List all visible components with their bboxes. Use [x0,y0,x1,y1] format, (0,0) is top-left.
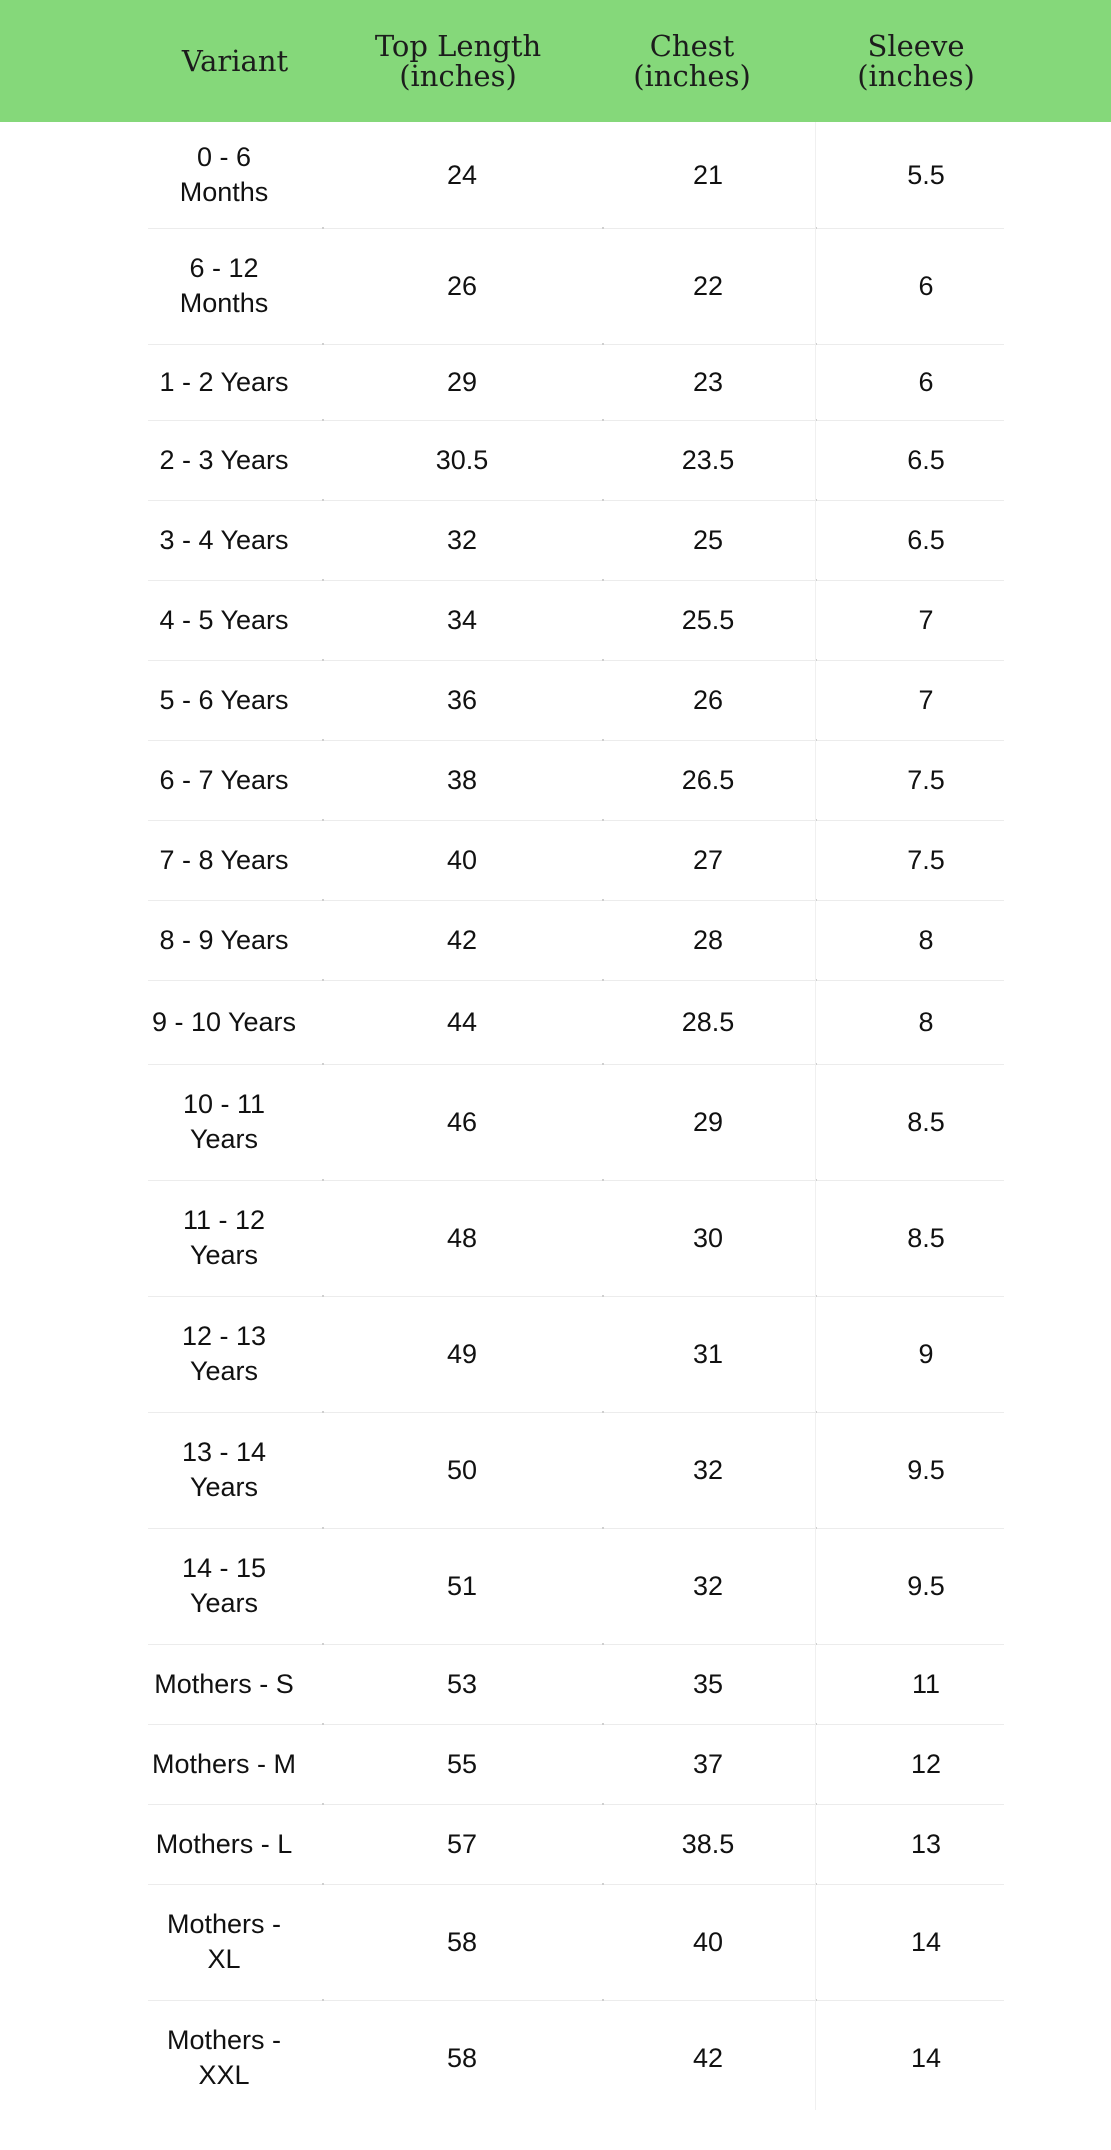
grid-dot [602,1527,604,1529]
chest-cell: 28.5 [681,1006,735,1037]
top-length-cell: 34 [446,604,478,635]
table-row [0,420,1111,500]
top-length-cell: 58 [446,1926,478,1957]
sleeve-cell: 8.5 [907,1106,945,1137]
grid-dot [602,499,604,501]
sleeve-cell: 7 [918,684,934,715]
row-divider [148,740,1004,741]
grid-dot [322,1179,324,1181]
top-length-cell: 29 [446,366,478,397]
row-divider [148,1180,1004,1181]
top-length-cell: 53 [446,1668,478,1699]
sleeve-cell: 9.5 [907,1570,945,1601]
sleeve-cell: 14 [910,1926,942,1957]
grid-dot [602,979,604,981]
chest-cell: 35 [692,1668,724,1699]
row-divider [148,1296,1004,1297]
row-divider [148,820,1004,821]
grid-dot [322,1883,324,1885]
grid-dot [322,659,324,661]
row-divider [148,580,1004,581]
variant-cell: 11 - 12 Years [182,1205,266,1270]
variant-cell: 6 - 12 Months [179,253,269,318]
chest-cell: 26 [692,684,724,715]
grid-dot [322,819,324,821]
grid-dot [322,499,324,501]
grid-dot [322,1999,324,2001]
top-length-cell: 32 [446,524,478,555]
top-length-cell: 40 [446,844,478,875]
chest-cell: 23.5 [681,444,735,475]
top-length-cell: 51 [446,1570,478,1601]
row-divider [148,2000,1004,2001]
table-row [0,1884,1111,2000]
grid-dot [322,579,324,581]
variant-cell: 5 - 6 Years [159,684,289,715]
sleeve-cell: 8.5 [907,1222,945,1253]
sleeve-cell: 12 [910,1748,942,1779]
variant-cell: 8 - 9 Years [159,924,289,955]
chest-cell: 27 [692,844,724,875]
sleeve-cell: 7.5 [907,764,945,795]
sleeve-cell: 6 [918,270,934,301]
variant-cell: Mothers - S [154,1668,294,1699]
variant-cell: 13 - 14 Years [181,1437,267,1502]
table-row [0,500,1111,580]
variant-cell: 7 - 8 Years [159,844,289,875]
chest-cell: 32 [692,1570,724,1601]
grid-dot [322,739,324,741]
chest-cell: 40 [692,1926,724,1957]
variant-cell: 0 - 6 Months [179,142,269,207]
sleeve-cell: 7.5 [907,844,945,875]
chest-cell: 31 [692,1338,724,1369]
grid-dot [602,343,604,345]
chest-cell: 32 [692,1454,724,1485]
grid-dot [602,227,604,229]
top-length-cell: 24 [446,159,478,190]
grid-dot [602,1295,604,1297]
grid-dot [602,1883,604,1885]
grid-dot [602,659,604,661]
variant-cell: 1 - 2 Years [159,366,289,397]
chest-cell: 23 [692,366,724,397]
row-divider [148,1884,1004,1885]
chest-cell: 25 [692,524,724,555]
table-row [0,344,1111,420]
row-divider [148,660,1004,661]
chest-cell: 38.5 [681,1828,735,1859]
top-length-cell: 58 [446,2042,478,2073]
table-row [0,2000,1111,2116]
top-length-cell: 38 [446,764,478,795]
sleeve-cell: 7 [918,604,934,635]
grid-dot [322,419,324,421]
sleeve-cell: 11 [911,1668,941,1699]
table-row [0,1180,1111,1296]
top-length-cell: 57 [446,1828,478,1859]
header-top-length: Top Length (inches) [374,29,542,93]
table-row [0,1064,1111,1180]
top-length-cell: 42 [446,924,478,955]
table-row [0,580,1111,660]
chest-cell: 30 [692,1222,724,1253]
top-length-cell: 50 [446,1454,478,1485]
row-divider [148,344,1004,345]
grid-dot [322,227,324,229]
sleeve-cell: 5.5 [907,159,945,190]
table-row [0,740,1111,820]
variant-cell: Mothers - XXL [166,2025,282,2090]
row-divider [148,900,1004,901]
table-row [0,1528,1111,1644]
chest-cell: 25.5 [681,604,735,635]
grid-dot [322,1803,324,1805]
top-length-cell: 46 [446,1106,478,1137]
top-length-cell: 44 [446,1006,478,1037]
grid-dot [322,899,324,901]
variant-cell: 4 - 5 Years [159,604,289,635]
top-length-cell: 49 [446,1338,478,1369]
sleeve-cell: 8 [918,1006,934,1037]
top-length-cell: 48 [446,1222,478,1253]
table-row [0,1412,1111,1528]
grid-dot [322,1527,324,1529]
top-length-cell: 30.5 [435,444,489,475]
variant-cell: 14 - 15 Years [181,1553,267,1618]
grid-dot [602,1803,604,1805]
grid-dot [602,1999,604,2001]
sleeve-cell: 6.5 [907,524,945,555]
variant-cell: 12 - 13 Years [181,1321,267,1386]
table-row [0,122,1111,228]
chest-cell: 28 [692,924,724,955]
grid-dot [322,343,324,345]
table-row [0,228,1111,344]
grid-dot [602,419,604,421]
row-divider [148,1412,1004,1413]
table-row [0,1296,1111,1412]
sleeve-cell: 6.5 [907,444,945,475]
header-chest: Chest (inches) [633,29,751,93]
sleeve-cell: 9.5 [907,1454,945,1485]
variant-cell: 3 - 4 Years [159,524,289,555]
table-row [0,820,1111,900]
row-divider [148,1528,1004,1529]
grid-dot [322,1411,324,1413]
top-length-cell: 55 [446,1748,478,1779]
table-row [0,660,1111,740]
chest-cell: 21 [692,159,724,190]
header-sleeve: Sleeve (inches) [857,29,975,93]
variant-cell: 6 - 7 Years [159,764,289,795]
grid-dot [602,819,604,821]
chest-cell: 37 [692,1748,724,1779]
table-row [0,1644,1111,1724]
row-divider [148,980,1004,981]
table-row [0,980,1111,1064]
row-divider [148,420,1004,421]
grid-dot [602,899,604,901]
row-divider [148,500,1004,501]
sleeve-cell: 6 [918,366,934,397]
grid-dot [602,1063,604,1065]
top-length-cell: 36 [446,684,478,715]
sleeve-cell: 14 [910,2042,942,2073]
variant-cell: Mothers - M [151,1748,297,1779]
top-length-cell: 26 [446,270,478,301]
sleeve-cell: 8 [918,924,934,955]
grid-dot [602,579,604,581]
variant-cell: Mothers - XL [166,1909,282,1974]
grid-dot [322,979,324,981]
chest-cell: 22 [692,270,724,301]
header-variant: Variant [181,44,289,78]
grid-dot [602,1643,604,1645]
chest-cell: 26.5 [681,764,735,795]
column-divider [815,122,816,2110]
grid-dot [602,1723,604,1725]
chest-cell: 29 [692,1106,724,1137]
table-row [0,900,1111,980]
row-divider [148,1064,1004,1065]
grid-dot [322,1723,324,1725]
row-divider [148,1804,1004,1805]
grid-dot [602,739,604,741]
table-header [0,0,1111,122]
grid-dot [602,1411,604,1413]
variant-cell: 9 - 10 Years [151,1006,297,1037]
grid-dot [602,1179,604,1181]
sleeve-cell: 13 [910,1828,942,1859]
row-divider [148,1724,1004,1725]
grid-dot [322,1295,324,1297]
grid-dot [322,1643,324,1645]
row-divider [148,228,1004,229]
row-divider [148,1644,1004,1645]
table-row [0,1724,1111,1804]
chest-cell: 42 [692,2042,724,2073]
grid-dot [322,1063,324,1065]
table-row [0,1804,1111,1884]
sleeve-cell: 9 [918,1338,934,1369]
variant-cell: 2 - 3 Years [159,444,289,475]
variant-cell: Mothers - L [155,1828,293,1859]
variant-cell: 10 - 11 Years [182,1089,266,1154]
